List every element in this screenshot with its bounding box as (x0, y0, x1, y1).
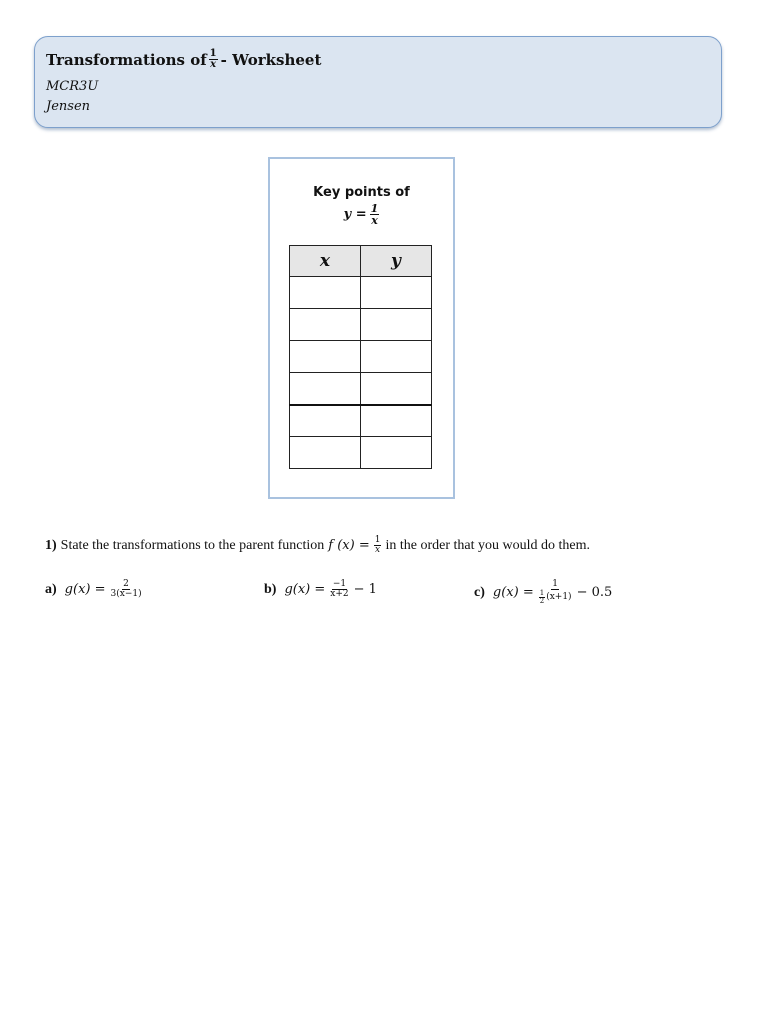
parent-function-fraction (374, 536, 382, 555)
table-cell-y (361, 437, 432, 469)
part-c-fraction (538, 580, 573, 605)
parent-function-den: x (375, 545, 381, 555)
table-row (290, 405, 432, 437)
table-cell-x (290, 309, 361, 341)
table-cell-y (361, 309, 432, 341)
key-points-table (289, 245, 432, 469)
equation-lhs: y = (343, 207, 367, 222)
title-fraction (209, 49, 218, 70)
parent-function-num: 1 (374, 535, 381, 545)
part-b (264, 580, 377, 599)
worksheet-header (34, 36, 722, 128)
equation-fraction (370, 203, 380, 226)
part-b-num: −1 (332, 579, 347, 589)
part-b-lhs: g(x) = (284, 582, 326, 597)
part-c-label: c) (474, 584, 485, 600)
column-header-x: x (290, 246, 361, 277)
title-frac-den: x (210, 59, 217, 70)
part-a-lhs: g(x) = (64, 582, 106, 597)
part-c-den-rest: (x+1) (546, 592, 572, 602)
equation-num: 1 (370, 202, 379, 215)
worksheet-title (46, 49, 321, 70)
table-cell-x (290, 277, 361, 309)
title-prefix: Transformations of (46, 50, 207, 69)
parent-function (328, 536, 381, 555)
table-cell-x (290, 405, 361, 437)
part-c-inner-num: 1 (539, 589, 545, 597)
part-c-function (493, 580, 612, 605)
equation-den: x (371, 214, 378, 227)
table-cell-y (361, 373, 432, 405)
part-c-lhs: g(x) = (492, 585, 534, 600)
table-header-row (290, 246, 432, 277)
part-a-den: 3(x−1) (110, 589, 142, 599)
table-row (290, 341, 432, 373)
table-cell-y (361, 341, 432, 373)
question-number: 1) (45, 537, 57, 553)
key-points-panel (268, 157, 455, 499)
part-a-label: a) (45, 581, 57, 597)
title-frac-num: 1 (209, 48, 217, 59)
teacher-name: Jensen (46, 99, 91, 114)
part-c-num: 1 (552, 579, 558, 589)
table-row (290, 309, 432, 341)
column-header-y: y (361, 246, 432, 277)
part-c (474, 580, 612, 605)
part-a (45, 580, 147, 599)
table-cell-x (290, 437, 361, 469)
parent-function-lhs: f (x) = (328, 538, 370, 553)
part-b-fraction (329, 580, 349, 599)
part-a-fraction (110, 580, 143, 599)
part-b-den: x+2 (330, 589, 349, 599)
title-suffix: - Worksheet (220, 50, 322, 69)
question-text-before: State the transformations to the parent function (60, 537, 325, 553)
table-cell-x (290, 373, 361, 405)
part-c-inner-den: 2 (539, 597, 545, 605)
question-text-after: in the order that you would do them. (385, 537, 590, 553)
part-b-label: b) (264, 581, 277, 597)
part-b-tail: − 1 (353, 582, 377, 597)
table-cell-y (361, 277, 432, 309)
table-cell-x (290, 341, 361, 373)
table-row (290, 437, 432, 469)
question-1 (45, 536, 590, 555)
key-points-title: Key points of (313, 185, 410, 200)
table-row (290, 373, 432, 405)
part-b-function (284, 580, 376, 599)
part-a-num: 2 (123, 579, 129, 589)
table-cell-y (361, 405, 432, 437)
course-code: MCR3U (46, 79, 99, 94)
table-row (290, 277, 432, 309)
part-c-inner-fraction (539, 590, 545, 605)
part-c-den (538, 590, 573, 605)
key-points-equation (270, 203, 453, 226)
part-a-function (65, 580, 147, 599)
part-c-tail: − 0.5 (576, 585, 613, 600)
